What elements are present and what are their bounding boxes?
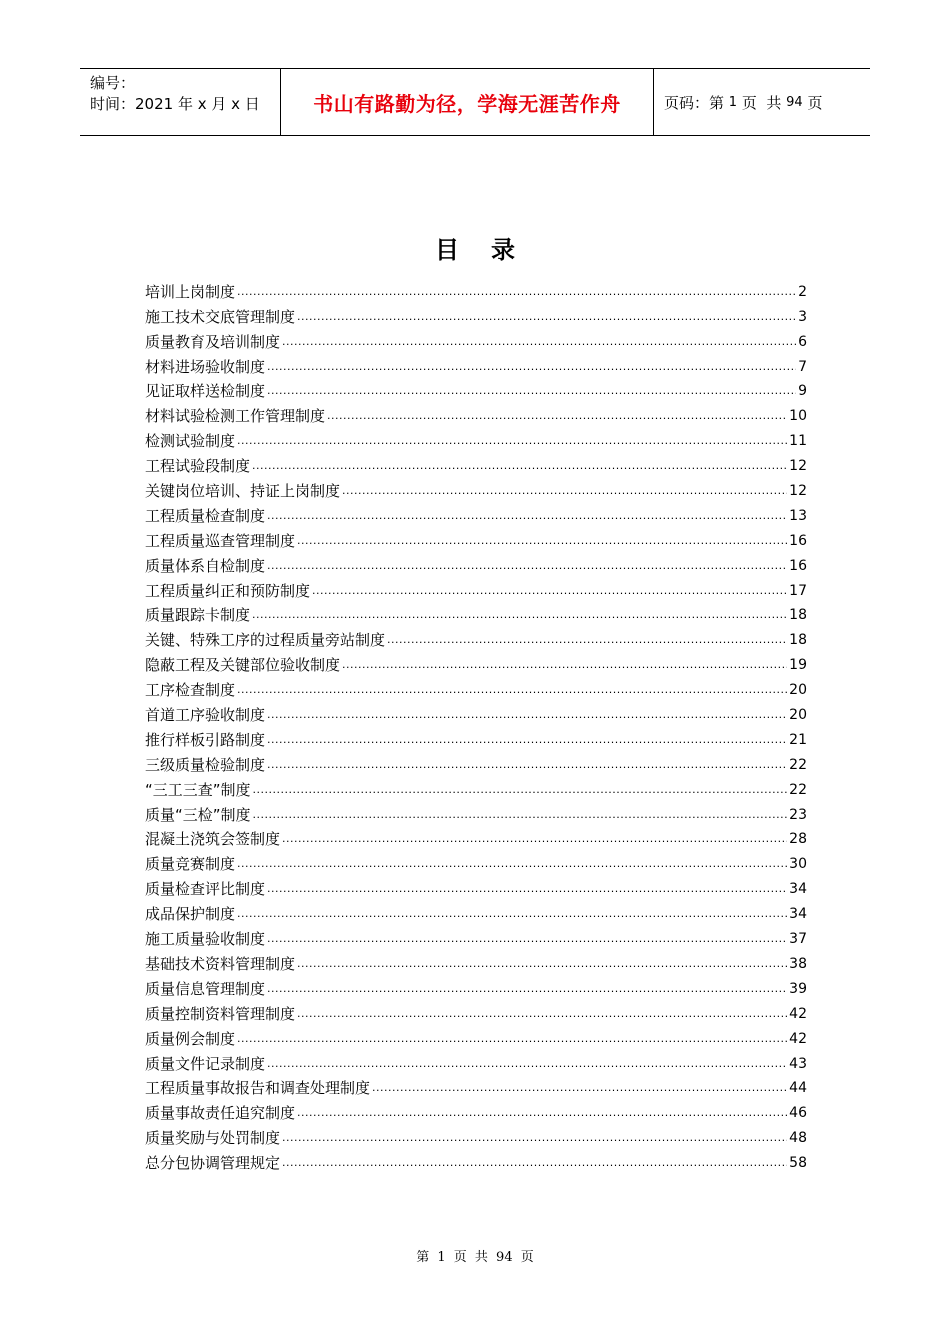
toc-entry-title: 成品保护制度 <box>145 905 236 924</box>
toc-entry-title: 工程质量纠正和预防制度 <box>145 581 311 600</box>
toc-entry-page: 7 <box>798 358 807 375</box>
toc-entry-title: 工程试验段制度 <box>145 457 251 476</box>
toc-entry-title: 隐蔽工程及关键部位验收制度 <box>145 656 341 675</box>
page-suffix: 页 <box>802 93 823 112</box>
toc-list <box>145 277 807 1173</box>
toc-entry[interactable] <box>145 924 807 949</box>
toc-entry[interactable] <box>145 800 807 825</box>
toc-leader-dots <box>267 383 796 399</box>
toc-entry-title: 关键岗位培训、持证上岗制度 <box>145 482 341 501</box>
document-number-label: 编号： <box>90 74 136 92</box>
toc-entry-page: 39 <box>789 980 807 997</box>
toc-entry-title: 三级质量检验制度 <box>145 755 266 774</box>
toc-entry-page: 22 <box>789 756 807 773</box>
toc-leader-dots <box>237 856 787 872</box>
toc-entry-title: 工程质量检查制度 <box>145 506 266 525</box>
toc-leader-dots <box>342 657 787 673</box>
toc-entry-page: 12 <box>789 483 807 500</box>
toc-entry-title: 质量奖励与处罚制度 <box>145 1129 281 1148</box>
toc-leader-dots <box>237 284 796 300</box>
toc-leader-dots <box>237 433 787 449</box>
toc-entry-page: 19 <box>789 657 807 674</box>
toc-entry-title: 推行样板引路制度 <box>145 730 266 749</box>
toc-entry[interactable] <box>145 874 807 899</box>
toc-entry[interactable] <box>145 999 807 1024</box>
toc-entry-title: 培训上岗制度 <box>145 282 236 301</box>
toc-leader-dots <box>282 334 796 350</box>
toc-leader-dots <box>282 831 787 847</box>
toc-entry[interactable] <box>145 1148 807 1173</box>
toc-entry[interactable] <box>145 1123 807 1148</box>
toc-entry-page: 46 <box>789 1105 807 1122</box>
toc-leader-dots <box>237 682 787 698</box>
toc-entry-title: 关键、特殊工序的过程质量旁站制度 <box>145 631 386 650</box>
toc-entry-page: 28 <box>789 831 807 848</box>
toc-entry-page: 3 <box>798 308 807 325</box>
toc-leader-dots <box>327 408 787 424</box>
toc-entry-page: 10 <box>789 408 807 425</box>
toc-entry-title: 质量体系自检制度 <box>145 556 266 575</box>
toc-entry[interactable] <box>145 700 807 725</box>
toc-entry[interactable] <box>145 1074 807 1099</box>
toc-leader-dots <box>297 1105 787 1121</box>
toc-entry[interactable] <box>145 476 807 501</box>
toc-entry-title: 工程质量巡查管理制度 <box>145 531 296 550</box>
toc-entry-title: 质量控制资料管理制度 <box>145 1004 296 1023</box>
toc-entry-page: 6 <box>798 333 807 350</box>
toc-entry-page: 21 <box>789 731 807 748</box>
page-footer: 第 1 页 共 94 页 <box>416 1250 534 1265</box>
toc-leader-dots <box>282 1155 787 1171</box>
toc-leader-dots <box>253 807 788 823</box>
toc-entry[interactable] <box>145 601 807 626</box>
toc-entry-page: 34 <box>789 906 807 923</box>
toc-entry[interactable] <box>145 426 807 451</box>
toc-entry-page: 2 <box>798 283 807 300</box>
toc-entry[interactable] <box>145 825 807 850</box>
toc-entry[interactable] <box>145 401 807 426</box>
toc-entry-page: 18 <box>789 632 807 649</box>
toc-leader-dots <box>253 782 788 798</box>
toc-entry-title: 工序检查制度 <box>145 681 236 700</box>
toc-entry[interactable] <box>145 1098 807 1123</box>
toc-leader-dots <box>267 757 787 773</box>
toc-entry-title: 混凝土浇筑会签制度 <box>145 830 281 849</box>
toc-entry-page: 42 <box>789 1030 807 1047</box>
toc-leader-dots <box>267 1056 787 1072</box>
toc-entry-title: 材料试验检测工作管理制度 <box>145 407 326 426</box>
toc-entry[interactable] <box>145 849 807 874</box>
page-prefix: 页码：第 <box>664 93 729 112</box>
toc-entry-title: 质量检查评比制度 <box>145 880 266 899</box>
toc-entry-title: 质量事故责任追究制度 <box>145 1104 296 1123</box>
toc-entry[interactable] <box>145 501 807 526</box>
toc-entry-page: 37 <box>789 931 807 948</box>
toc-entry-page: 58 <box>789 1155 807 1172</box>
page-total: 94 <box>786 94 803 110</box>
toc-leader-dots <box>237 906 787 922</box>
document-time-label: 时间：2021 年 x 月 x 日 <box>90 95 260 113</box>
toc-entry[interactable] <box>145 277 807 302</box>
toc-leader-dots <box>297 309 796 325</box>
toc-entry-title: 施工技术交底管理制度 <box>145 307 296 326</box>
toc-entry[interactable] <box>145 352 807 377</box>
toc-leader-dots <box>267 359 796 375</box>
page-mid: 页 共 <box>737 93 787 112</box>
toc-entry-page: 16 <box>789 532 807 549</box>
toc-entry-title: 质量竞赛制度 <box>145 855 236 874</box>
toc-leader-dots <box>237 1031 787 1047</box>
toc-entry-page: 9 <box>798 383 807 400</box>
toc-leader-dots <box>267 707 787 723</box>
toc-leader-dots <box>387 632 787 648</box>
toc-entry-page: 20 <box>789 707 807 724</box>
toc-entry-page: 18 <box>789 607 807 624</box>
toc-entry-page: 44 <box>789 1080 807 1097</box>
toc-entry[interactable] <box>145 551 807 576</box>
toc-entry[interactable] <box>145 899 807 924</box>
toc-entry-page: 20 <box>789 682 807 699</box>
toc-leader-dots <box>252 458 787 474</box>
document-header <box>80 68 870 136</box>
toc-leader-dots <box>312 583 787 599</box>
toc-entry-title: 质量跟踪卡制度 <box>145 606 251 625</box>
toc-entry-page: 42 <box>789 1005 807 1022</box>
toc-entry[interactable] <box>145 974 807 999</box>
toc-entry-page: 38 <box>789 955 807 972</box>
toc-entry-page: 16 <box>789 557 807 574</box>
toc-entry[interactable] <box>145 1049 807 1074</box>
toc-leader-dots <box>267 981 787 997</box>
toc-entry-title: 工程质量事故报告和调查处理制度 <box>145 1079 371 1098</box>
page-current: 1 <box>728 94 738 110</box>
toc-entry-page: 34 <box>789 881 807 898</box>
toc-entry-page: 12 <box>789 458 807 475</box>
toc-leader-dots <box>267 881 787 897</box>
toc-title: 目录 <box>435 236 547 264</box>
header-motto: 书山有路勤为径，学海无涯苦作舟 <box>281 69 654 135</box>
toc-entry-page: 23 <box>789 806 807 823</box>
toc-entry-title: 质量文件记录制度 <box>145 1054 266 1073</box>
toc-entry[interactable] <box>145 949 807 974</box>
toc-entry[interactable] <box>145 725 807 750</box>
toc-entry-title: 质量例会制度 <box>145 1029 236 1048</box>
toc-entry-title: 见证取样送检制度 <box>145 382 266 401</box>
toc-entry-title: 材料进场验收制度 <box>145 357 266 376</box>
toc-entry[interactable] <box>145 750 807 775</box>
toc-leader-dots <box>342 483 787 499</box>
toc-leader-dots <box>267 508 787 524</box>
toc-entry-page: 48 <box>789 1130 807 1147</box>
toc-leader-dots <box>372 1080 787 1096</box>
toc-entry-page: 11 <box>789 433 807 450</box>
toc-leader-dots <box>297 1006 787 1022</box>
toc-leader-dots <box>252 607 787 623</box>
toc-entry-title: 总分包协调管理规定 <box>145 1154 281 1173</box>
toc-entry-title: “三工三查”制度 <box>145 780 251 799</box>
toc-entry-page: 22 <box>789 781 807 798</box>
toc-entry[interactable] <box>145 675 807 700</box>
toc-entry-title: 基础技术资料管理制度 <box>145 954 296 973</box>
toc-entry[interactable] <box>145 451 807 476</box>
toc-entry-title: 质量教育及培训制度 <box>145 332 281 351</box>
toc-entry-title: 质量信息管理制度 <box>145 979 266 998</box>
toc-leader-dots <box>282 1130 787 1146</box>
toc-entry-title: 首道工序验收制度 <box>145 706 266 725</box>
toc-entry-title: 质量“三检”制度 <box>145 805 251 824</box>
toc-entry[interactable] <box>145 377 807 402</box>
toc-entry[interactable] <box>145 1024 807 1049</box>
toc-entry-page: 17 <box>789 582 807 599</box>
toc-leader-dots <box>297 533 787 549</box>
toc-entry-title: 检测试验制度 <box>145 432 236 451</box>
toc-entry[interactable] <box>145 650 807 675</box>
header-meta-cell <box>80 69 281 135</box>
toc-leader-dots <box>267 931 787 947</box>
toc-entry[interactable] <box>145 302 807 327</box>
toc-leader-dots <box>267 558 787 574</box>
toc-entry[interactable] <box>145 775 807 800</box>
toc-leader-dots <box>267 732 787 748</box>
toc-entry[interactable] <box>145 576 807 601</box>
header-page-info <box>654 69 870 135</box>
toc-entry-page: 30 <box>789 856 807 873</box>
toc-entry[interactable] <box>145 327 807 352</box>
toc-leader-dots <box>297 956 787 972</box>
toc-entry[interactable] <box>145 526 807 551</box>
toc-entry-title: 施工质量验收制度 <box>145 930 266 949</box>
toc-entry-page: 43 <box>789 1055 807 1072</box>
toc-entry[interactable] <box>145 625 807 650</box>
toc-entry-page: 13 <box>789 507 807 524</box>
